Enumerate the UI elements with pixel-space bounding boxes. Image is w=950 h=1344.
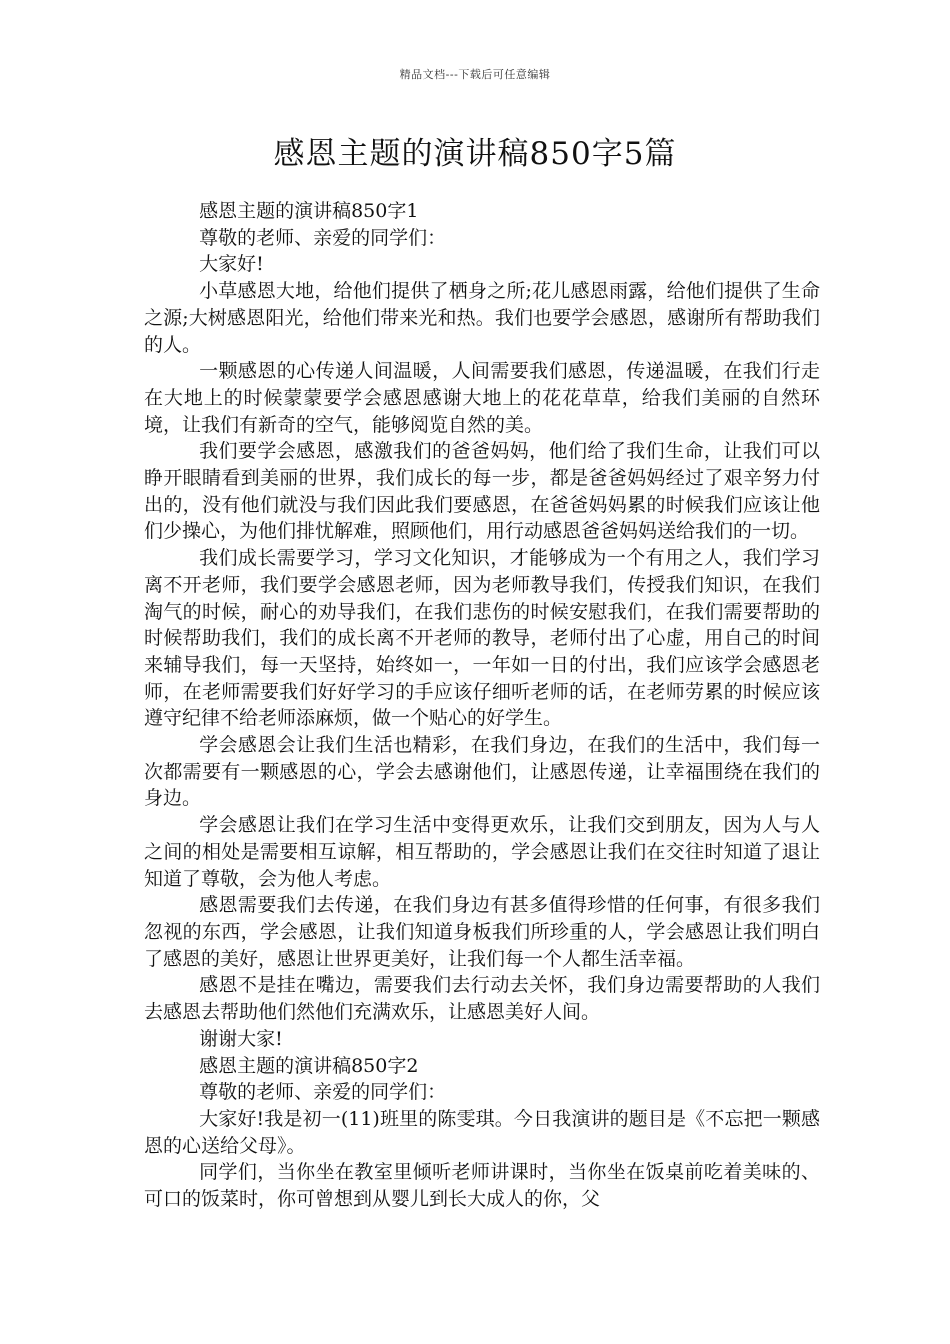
- paragraph: 感恩不是挂在嘴边，需要我们去行动去关怀，我们身边需要帮助的人我们去感恩去帮助他们然他们充满欢乐，让感恩美好人间。: [144, 974, 820, 1024]
- paragraph: 我们成长需要学习，学习文化知识，才能够成为一个有用之人，我们学习离不开老师，我们要学会感恩老师，因为老师教导我们，传授我们知识，在我们淘气的时候，耐心的劝导我们，在我们悲伤的时候安慰我们，在我们需要帮助的时候帮助我们，我们的成长离不开老师的教导，老师付出了心虚，用自己的时间来辅导我们，每一天坚持，始终如一，一年如一日的付出，我们应该学会感恩老师，在老师需要我们好好学习的手应该仔细听老师的话，在老师劳累的时候应该遵守纪律不给老师添麻烦，做一个贴心的好学生。: [144, 547, 820, 730]
- paragraph: 尊敬的老师、亲爱的同学们：: [199, 1081, 447, 1104]
- document-title: 感恩主题的演讲稿850字5篇: [273, 136, 677, 172]
- paragraph: 一颗感恩的心传递人间温暖，人间需要我们感恩，传递温暖，在我们行走在大地上的时候蒙蒙要学会感恩感谢大地上的花花草草，给我们美丽的自然环境，让我们有新奇的空气，能够阅览自然的美。: [144, 360, 820, 436]
- paragraph: 大家好!: [199, 253, 264, 276]
- paragraph: 感恩主题的演讲稿850字1: [199, 200, 419, 222]
- paragraph: 谢谢大家!: [199, 1027, 283, 1050]
- header-note: 精品文档---下载后可任意编辑: [399, 68, 551, 81]
- paragraph: 学会感恩会让我们生活也精彩，在我们身边，在我们的生活中，我们每一次都需要有一颗感恩的心，学会去感谢他们，让感恩传递，让幸福围绕在我们的身边。: [144, 734, 820, 810]
- paragraph: 尊敬的老师、亲爱的同学们：: [199, 226, 447, 249]
- paragraph: 感恩主题的演讲稿850字2: [199, 1054, 419, 1077]
- document-body: [144, 198, 820, 1213]
- paragraph: 学会感恩让我们在学习生活中变得更欢乐，让我们交到朋友，因为人与人之间的相处是需要相互谅解，相互帮助的，学会感恩让我们在交往时知道了退让知道了尊敬，会为他人考虑。: [144, 814, 820, 890]
- paragraph: 同学们，当你坐在教室里倾听老师讲课时，当你坐在饭桌前吃着美味的、可口的饭菜时，你可曾想到从婴儿到长大成人的你，父: [144, 1161, 820, 1211]
- paragraph: 大家好!我是初一(11)班里的陈雯琪。今日我演讲的题目是《不忘把一颗感恩的心送给父母》。: [144, 1107, 820, 1157]
- paragraph: 小草感恩大地，给他们提供了栖身之所;花儿感恩雨露，给他们提供了生命之源;大树感恩阳光，给他们带来光和热。我们也要学会感恩，感谢所有帮助我们的人。: [144, 280, 820, 356]
- paragraph: 我们要学会感恩，感激我们的爸爸妈妈，他们给了我们生命，让我们可以睁开眼睛看到美丽的世界，我们成长的每一步，都是爸爸妈妈经过了艰辛努力付出的，没有他们就没与我们因此我们要感恩，在爸爸妈妈累的时候我们应该让他们少操心，为他们排忧解难，照顾他们，用行动感恩爸爸妈妈送给我们的一切。: [144, 440, 820, 543]
- paragraph: 感恩需要我们去传递，在我们身边有甚多值得珍惜的任何事，有很多我们忽视的东西，学会感恩，让我们知道身板我们所珍重的人，学会感恩让我们明白了感恩的美好，感恩让世界更美好，让我们每一个人都生活幸福。: [144, 894, 820, 970]
